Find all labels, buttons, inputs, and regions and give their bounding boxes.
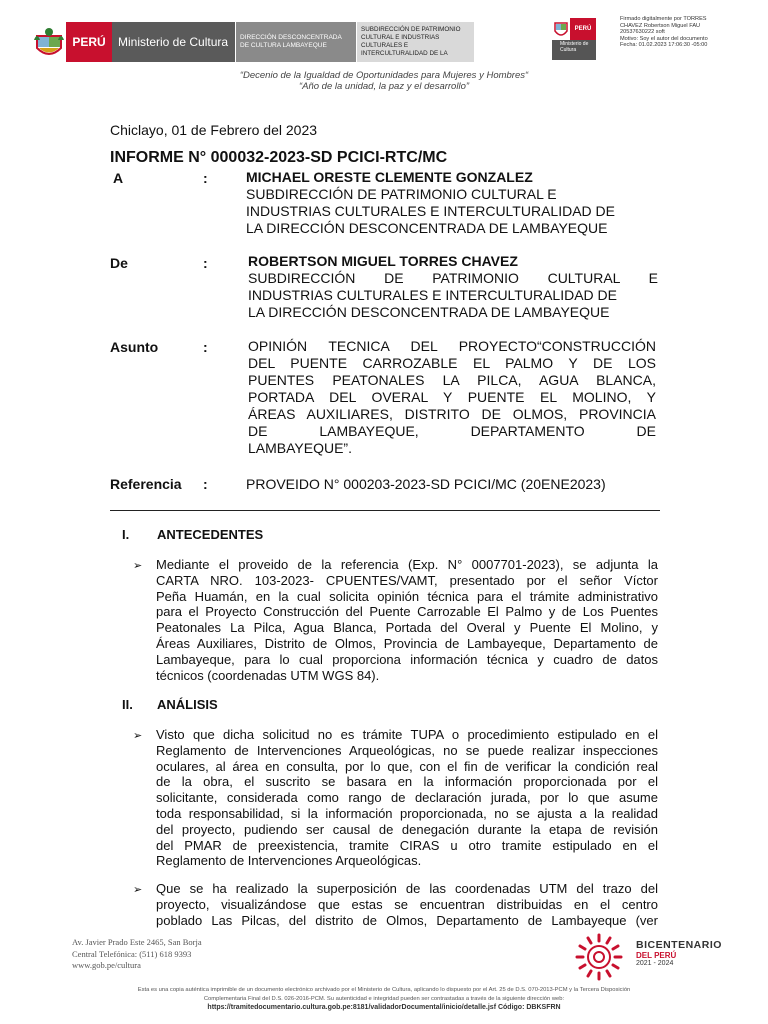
bicentenario-logo-icon <box>572 931 626 983</box>
paragraph-line: de la obra, el suscrito se basara en la información proporcionada por el <box>156 774 658 790</box>
motto-decade: “Decenio de la Igualdad de Oportunidades para Mujeres y Hombres“ <box>239 70 529 81</box>
paragraph <box>156 727 658 869</box>
paragraph-line: Áreas Auxiliares, Distrito de Olmos, Provincia de Lambayeque, Departamento de <box>156 635 658 651</box>
divider <box>110 510 660 511</box>
reference-value: PROVEIDO N° 000203-2023-SD PCICI/MC (20ENE2023) <box>246 476 606 492</box>
to-label: A <box>113 170 124 186</box>
reference-label: Referencia <box>110 476 182 492</box>
paragraph-line: oculares, al área en consulta, por lo que, con el fin de verificar la condición real <box>156 758 658 774</box>
ministry-logo: Ministerio de Cultura <box>112 22 235 62</box>
disclaimer-line: Esta es una copia auténtica imprimible de un documento electrónico archivado por el Ministerio de Cultura, aplicando lo dispuesto por el Art. 25 de D.S. 070-2013-PCM y la Tercera Disposición <box>137 987 631 993</box>
paragraph-line: Peatonales La Pilca, Agua Blanca, Portada del Overal y Puente El Molino, y <box>156 620 658 636</box>
section-number: I. <box>122 527 130 542</box>
bicentenario-subtitle: DEL PERÚ <box>636 950 677 960</box>
signature-line: Firmado digitalmente por TORRES <box>620 16 707 22</box>
address-line: Av. Javier Prado Este 2465, San Borja <box>72 937 202 947</box>
from-line: INDUSTRIAS CULTURALES E INTERCULTURALIDAD DE <box>248 287 617 303</box>
signature-line: Motivo: Soy el autor del documento <box>620 35 708 42</box>
from-colon: : <box>203 255 208 271</box>
section-number: II. <box>122 697 133 712</box>
subject-colon: : <box>203 339 208 355</box>
phone-line: Central Telefónica: (511) 618 9393 <box>72 948 192 959</box>
paragraph <box>156 881 658 928</box>
subject-line: PUENTES PEATONALES LA PILCA, AGUA BLANCA, <box>248 372 656 388</box>
subject-line: OPINIÓN TECNICA DEL PROYECTO“CONSTRUCCIÓN <box>248 338 656 354</box>
motto-year: “Año de la unidad, la paz y el desarrollo” <box>298 81 470 92</box>
from-line: LA DIRECCIÓN DESCONCENTRADA DE LAMBAYEQUE <box>248 304 610 320</box>
paragraph-line: Lambayeque, para lo cual proporciona información técnica y cuadro de datos <box>156 651 658 667</box>
signature-line: Fecha: 01.02.2023 17:06:30 -05:00 <box>620 42 708 49</box>
to-line: INDUSTRIAS CULTURALES E INTERCULTURALIDAD DE <box>246 203 615 219</box>
website-line: www.gob.pe/cultura <box>72 960 141 970</box>
paragraph <box>156 557 658 683</box>
digital-signature-stamp <box>620 16 766 49</box>
subject-label: Asunto <box>110 339 159 355</box>
paragraph-line: CARTA NRO. 103-2023- CPUENTES/VAMT, presentado por el señor Víctor <box>156 572 658 588</box>
arrow-bullet-icon: ➢ <box>133 884 143 896</box>
reference-colon: : <box>203 476 208 492</box>
paragraph-line: poblado Las Pilcas, del distrito de Olmos, Departamento de Lambayeque (ver <box>156 912 658 928</box>
from-block <box>248 253 658 321</box>
peru-coat-of-arms-icon <box>34 26 64 60</box>
mini-peru-logo: PERÚ <box>570 18 596 40</box>
from-name: ROBERTSON MIGUEL TORRES CHAVEZ <box>248 253 518 269</box>
to-name: MICHAEL ORESTE CLEMENTE GONZALEZ <box>246 169 533 185</box>
authenticity-disclaimer <box>40 986 728 1003</box>
signature-line: CHAVEZ Robertson Miguel FAU <box>620 22 701 29</box>
subject-line: PORTADA DEL OVERAL Y PUENTE EL MOLINO, Y <box>248 389 656 405</box>
subject-line: ÁREAS AUXILIARES, DISTRITO DE OLMOS, PROVINCIA <box>248 406 656 422</box>
paragraph-line: Mediante el proveido de la referencia (Exp. N° 0007701-2023), se adjunta la <box>156 557 658 572</box>
bicentenario-text <box>636 940 722 968</box>
document-title: INFORME N° 000032-2023-SD PCICI-RTC/MC <box>110 149 448 166</box>
paragraph-line: para el Proyecto Construcción del Puente Carrozable El Palmo y de Los Puentes <box>156 604 658 620</box>
to-colon: : <box>203 170 208 186</box>
direccion-label: DIRECCIÓN DESCONCENTRADA DE CULTURA LAMBAYEQUE <box>236 22 356 62</box>
subject-line: LAMBAYEQUE”. <box>248 440 352 456</box>
from-line: SUBDIRECCIÓN DE PATRIMONIO CULTURAL E <box>248 270 658 286</box>
subdireccion-label: SUBDIRECCIÓN DE PATRIMONIO CULTURAL E INDUSTRIAS CULTURALES E INTERCULTURALIDAD DE LA <box>357 22 474 62</box>
to-line: SUBDIRECCIÓN DE PATRIMONIO CULTURAL E <box>246 186 557 202</box>
paragraph-line: Que se ha realizado la superposición de las coordenadas UTM del trazo del <box>156 881 658 896</box>
paragraph-line: del proyecto, pudiendo ser causal de denegación durante la etapa de revisión <box>156 821 658 837</box>
disclaimer-line: Complementaria Final del D.S. 026-2016-PCM. Su autenticidad e integridad pueden ser contrastadas a través de la siguiente dirección web: <box>203 995 565 1002</box>
section-heading: ANÁLISIS <box>157 697 218 712</box>
peru-logo: PERÚ <box>66 22 112 62</box>
paragraph-line: Visto que dicha solicitud no es trámite TUPA o procedimiento estipulado en el <box>156 727 658 742</box>
bicentenario-years: 2021 - 2024 <box>636 960 674 968</box>
subject-block <box>248 338 656 457</box>
section-heading: ANTECEDENTES <box>157 527 264 542</box>
mini-ministry-logo: Ministerio de Cultura <box>552 40 596 60</box>
paragraph-line: solicitante, considerada como rango de declaración jurada, por lo que asume <box>156 790 658 806</box>
paragraph-line: Reglamento de Intervenciones Arqueológicas, no se puede realizar inspecciones <box>156 742 658 758</box>
arrow-bullet-icon: ➢ <box>133 560 143 572</box>
to-line: LA DIRECCIÓN DESCONCENTRADA DE LAMBAYEQUE <box>246 220 608 236</box>
subject-line: DE LAMBAYEQUE, DEPARTAMENTO DE <box>248 423 656 439</box>
paragraph-line: Peña Huamán, en la cual solicita opinión técnica para el trámite administrativo <box>156 588 658 604</box>
signature-line: 20537630222 soft <box>620 29 665 36</box>
paragraph-line: del PMAR de preexistencia, tramite CIRAS u otro tramite estipulado en el <box>156 837 658 853</box>
footer-address <box>72 937 202 972</box>
document-date: Chiclayo, 01 de Febrero del 2023 <box>110 122 318 138</box>
paragraph-line: proyecto, visualizándose que estas se encuentran distribuidas en el centro <box>156 896 658 912</box>
paragraph-line: toda responsabilidad, si la información proporcionada, no se ajusta a la realidad <box>156 805 658 821</box>
from-label: De <box>110 255 128 271</box>
paragraph-line: Reglamento de Intervenciones Arqueológicas. <box>156 853 422 869</box>
paragraph-line: técnicos (coordenadas UTM WGS 84). <box>156 667 380 683</box>
verification-link[interactable]: https://tramitedocumentario.cultura.gob.pe:8181/validadorDocumental/inicio/detalle.jsf Código: DBKSFRN <box>207 1004 561 1011</box>
mini-coat-of-arms-icon <box>552 18 570 40</box>
arrow-bullet-icon: ➢ <box>133 730 143 742</box>
to-block <box>246 169 658 237</box>
subject-line: DEL PUENTE CARROZABLE EL PALMO Y DE LOS <box>248 355 656 371</box>
bicentenario-title: BICENTENARIO <box>636 939 722 951</box>
